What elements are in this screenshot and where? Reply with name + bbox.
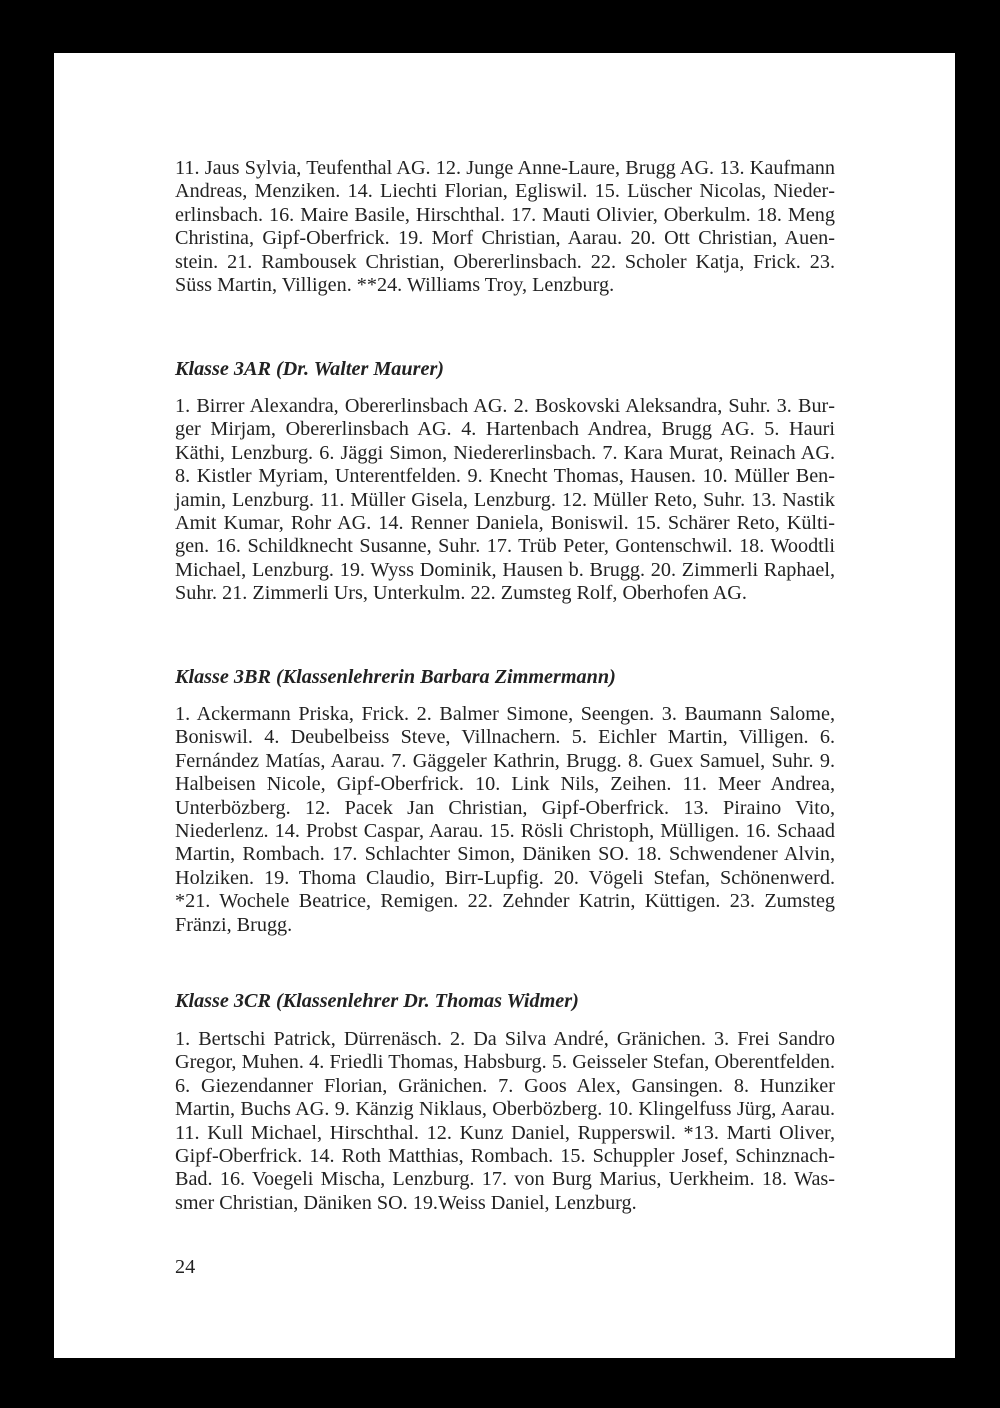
class-3cr-heading: Klasse 3CR (Klassenlehrer Dr. Thomas Widmer) [175,990,579,1012]
class-3ar-student-list: 1. Birrer Alexandra, Obererlinsbach AG. 2. Boskovski Aleksandra, Suhr. 3. Burger Mirjam, Obererlinsbach AG. 4. Hartenbach Andrea, Brugg AG. 5. Hauri Käthi, Lenzburg. 6. Jäggi Simon, Niedererlinsbach. 7. Kara Murat, Reinach AG. 8. Kistler Myriam, Unterentfelden. 9. Knecht Thomas, Hausen. 10. Müller Benjamin, Lenzburg. 11. Müller Gisela, Lenzburg. 12. Müller Reto, Suhr. 13. Nastik Amit Kumar, Rohr AG. 14. Renner Daniela, Boniswil. 15. Schärer Reto, Kültigen. 16. Schildknecht Susanne, Suhr. 17. Trüb Peter, Gontenschwil. 18. Woodtli Michael, Lenzburg. 19. Wyss Dominik, Hausen b. Brugg. 20. Zimmerli Raphael, Suhr. 21. Zimmerli Urs, Unterkulm. 22. Zumsteg Rolf, Oberhofen AG. [175,395,835,605]
class-3br-heading: Klasse 3BR (Klassenlehrerin Barbara Zimmermann) [175,666,616,688]
class-3cr-student-list: 1. Bertschi Patrick, Dürrenäsch. 2. Da Silva André, Gränichen. 3. Frei Sandro Gregor, Muhen. 4. Friedli Thomas, Habsburg. 5. Geisseler Stefan, Oberentfelden. 6. Giezendanner Florian, Gränichen. 7. Goos Alex, Gansingen. 8. Hunziker Martin, Buchs AG. 9. Känzig Niklaus, Oberbözberg. 10. Klingelfuss Jürg, Aarau. 11. Kull Michael, Hirschthal. 12. Kunz Daniel, Rupperswil. *13. Marti Oliver, Gipf-Oberfrick. 14. Roth Matthias, Rombach. 15. Schuppler Josef, Schinznach-Bad. 16. Voegeli Mischa, Lenzburg. 17. von Burg Marius, Uerkheim. 18. Wassmer Christian, Däniken SO. 19.Weiss Daniel, Lenzburg. [175,1028,835,1214]
student-list-continued: 11. Jaus Sylvia, Teufenthal AG. 12. Junge Anne-Laure, Brugg AG. 13. Kaufmann Andreas, Menziken. 14. Liechti Florian, Egliswil. 15. Lüscher Nicolas, Niedererlinsbach. 16. Maire Basile, Hirschthal. 17. Mauti Olivier, Oberkulm. 18. Meng Christina, Gipf-Oberfrick. 19. Morf Christian, Aarau. 20. Ott Christian, Auenstein. 21. Rambousek Christian, Obererlinsbach. 22. Scholer Katja, Frick. 23. Süss Martin, Villigen. **24. Williams Troy, Lenzburg. [175,157,835,297]
page-number: 24 [175,1256,196,1278]
document-page [54,53,955,1358]
class-3br-student-list: 1. Ackermann Priska, Frick. 2. Balmer Simone, Seengen. 3. Baumann Salome, Boniswil. 4. Deubelbeiss Steve, Villnachern. 5. Eichler Martin, Villigen. 6. Fernández Matías, Aarau. 7. Gäggeler Kathrin, Brugg. 8. Guex Samuel, Suhr. 9. Halbeisen Nicole, Gipf-Oberfrick. 10. Link Nils, Zeihen. 11. Meer Andrea, Unterbözberg. 12. Pacek Jan Christian, Gipf-Oberfrick. 13. Piraino Vito, Niederlenz. 14. Probst Caspar, Aarau. 15. Rösli Christoph, Mülligen. 16. Schaad Martin, Rombach. 17. Schlachter Simon, Däniken SO. 18. Schwendener Alvin, Holziken. 19. Thoma Claudio, Birr-Lupfig. 20. Vögeli Stefan, Schönenwerd. *21. Wochele Beatrice, Remigen. 22. Zehnder Katrin, Küttigen. 23. Zumsteg Fränzi, Brugg. [175,703,835,936]
class-3ar-heading: Klasse 3AR (Dr. Walter Maurer) [175,358,445,380]
